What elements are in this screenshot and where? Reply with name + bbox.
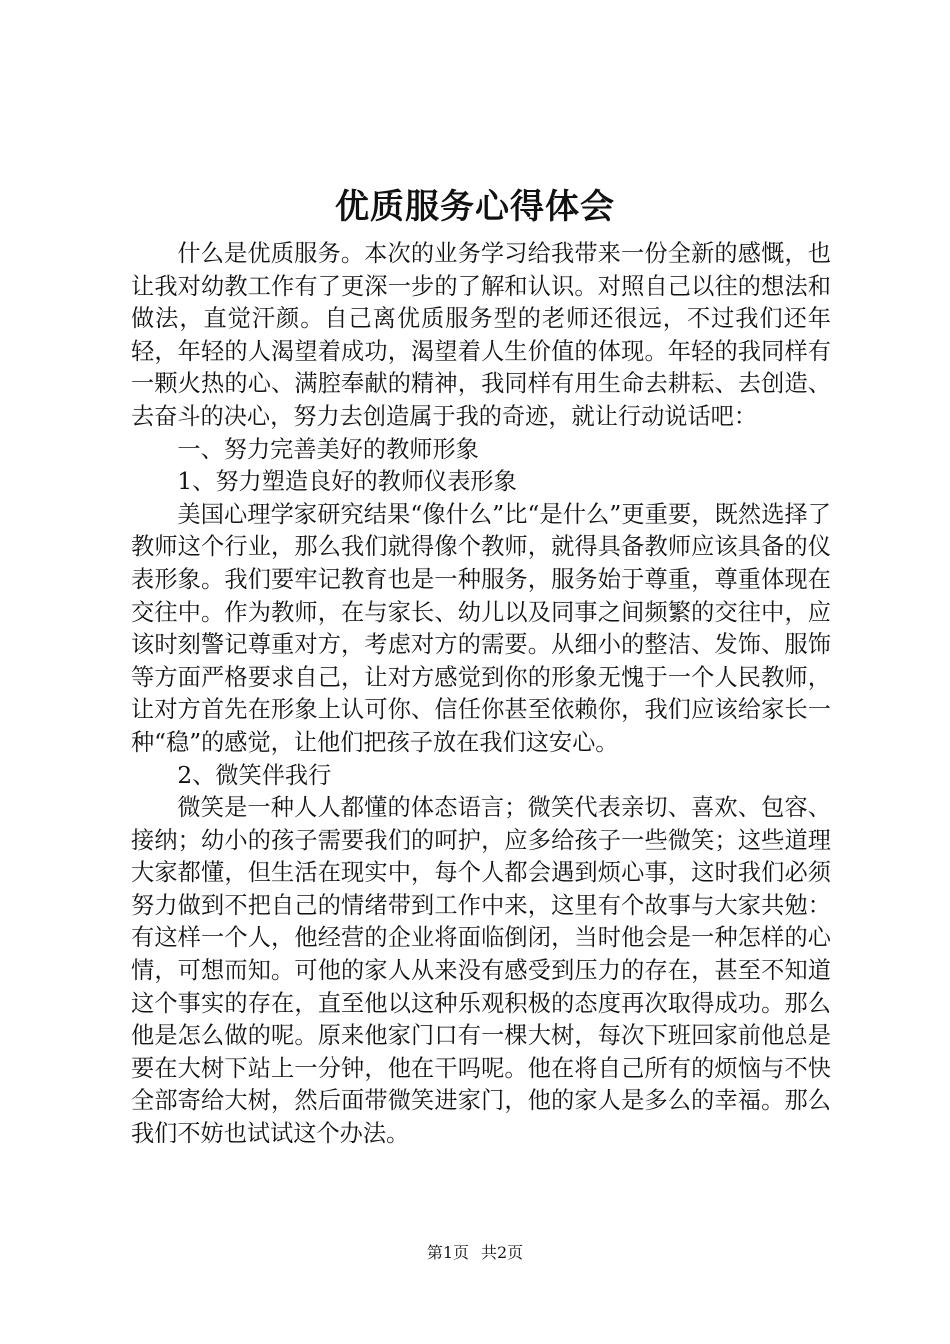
page-number: 第1页 — [426, 1243, 469, 1262]
document-title: 优质服务心得体会 — [335, 187, 615, 227]
paragraph-intro: 什么是优质服务。本次的业务学习给我带来一份全新的感慨，也让我对幼教工作有了更深一步的了解和认识。对照自己以往的想法和做法，直觉汗颜。自己离优质服务型的老师还很远，不过我们还年轻，年轻的人渴望着成功，渴望着人生价值的体现。年轻的我同样有一颗火热的心、满腔奉献的精神，我同样有用生命去耕耘、去创造、去奋斗的决心，努力去创造属于我的奇迹，就让行动说话吧： — [131, 240, 831, 430]
section-heading: 一、努力完善美好的教师形象 — [177, 435, 479, 463]
paragraph-smile: 微笑是一种人人都懂的体态语言；微笑代表亲切、喜欢、包容、接纳；幼小的孩子需要我们的呵护，应多给孩子一些微笑；这些道理大家都懂，但生活在现实中，每个人都会遇到烦心事，这时我们必须努力做到不把自己的情绪带到工作中来，这里有个故事与大家共勉：有这样一个人，他经营的企业将面临倒闭，当时他会是一种怎样的心情，可想而知。可他的家人从来没有感受到压力的存在，甚至不知道这个事实的存在，直至他以这种乐观积极的态度再次取得成功。那么他是怎么做的呢。原来他家门口有一棵大树，每次下班回家前他总是要在大树下站上一分钟，他在干吗呢。他在将自己所有的烦恼与不快全部寄给大树，然后面带微笑进家门，他的家人是多么的幸福。那么我们不妨也试试这个办法。 — [131, 794, 831, 1148]
document-body — [131, 238, 831, 1151]
page-footer — [0, 1242, 950, 1264]
subsection-heading: 1、努力塑造良好的教师仪表形象 — [177, 468, 517, 496]
page-total: 共2页 — [481, 1243, 524, 1262]
subsection-heading: 2、微笑伴我行 — [177, 761, 332, 789]
paragraph-appearance: 美国心理学家研究结果“像什么”比“是什么”更重要，既然选择了教师这个行业，那么我们就得像个教师，就得具备教师应该具备的仪表形象。我们要牢记教育也是一种服务，服务始于尊重，尊重体现在交往中。作为教师，在与家长、幼儿以及同事之间频繁的交往中，应该时刻警记尊重对方，考虑对方的需要。从细小的整洁、发饰、服饰等方面严格要求自己，让对方感觉到你的形象无愧于一个人民教师，让对方首先在形象上认可你、信任你甚至依赖你，我们应该给家长一种“稳”的感觉，让他们把孩子放在我们这安心。 — [131, 500, 831, 756]
